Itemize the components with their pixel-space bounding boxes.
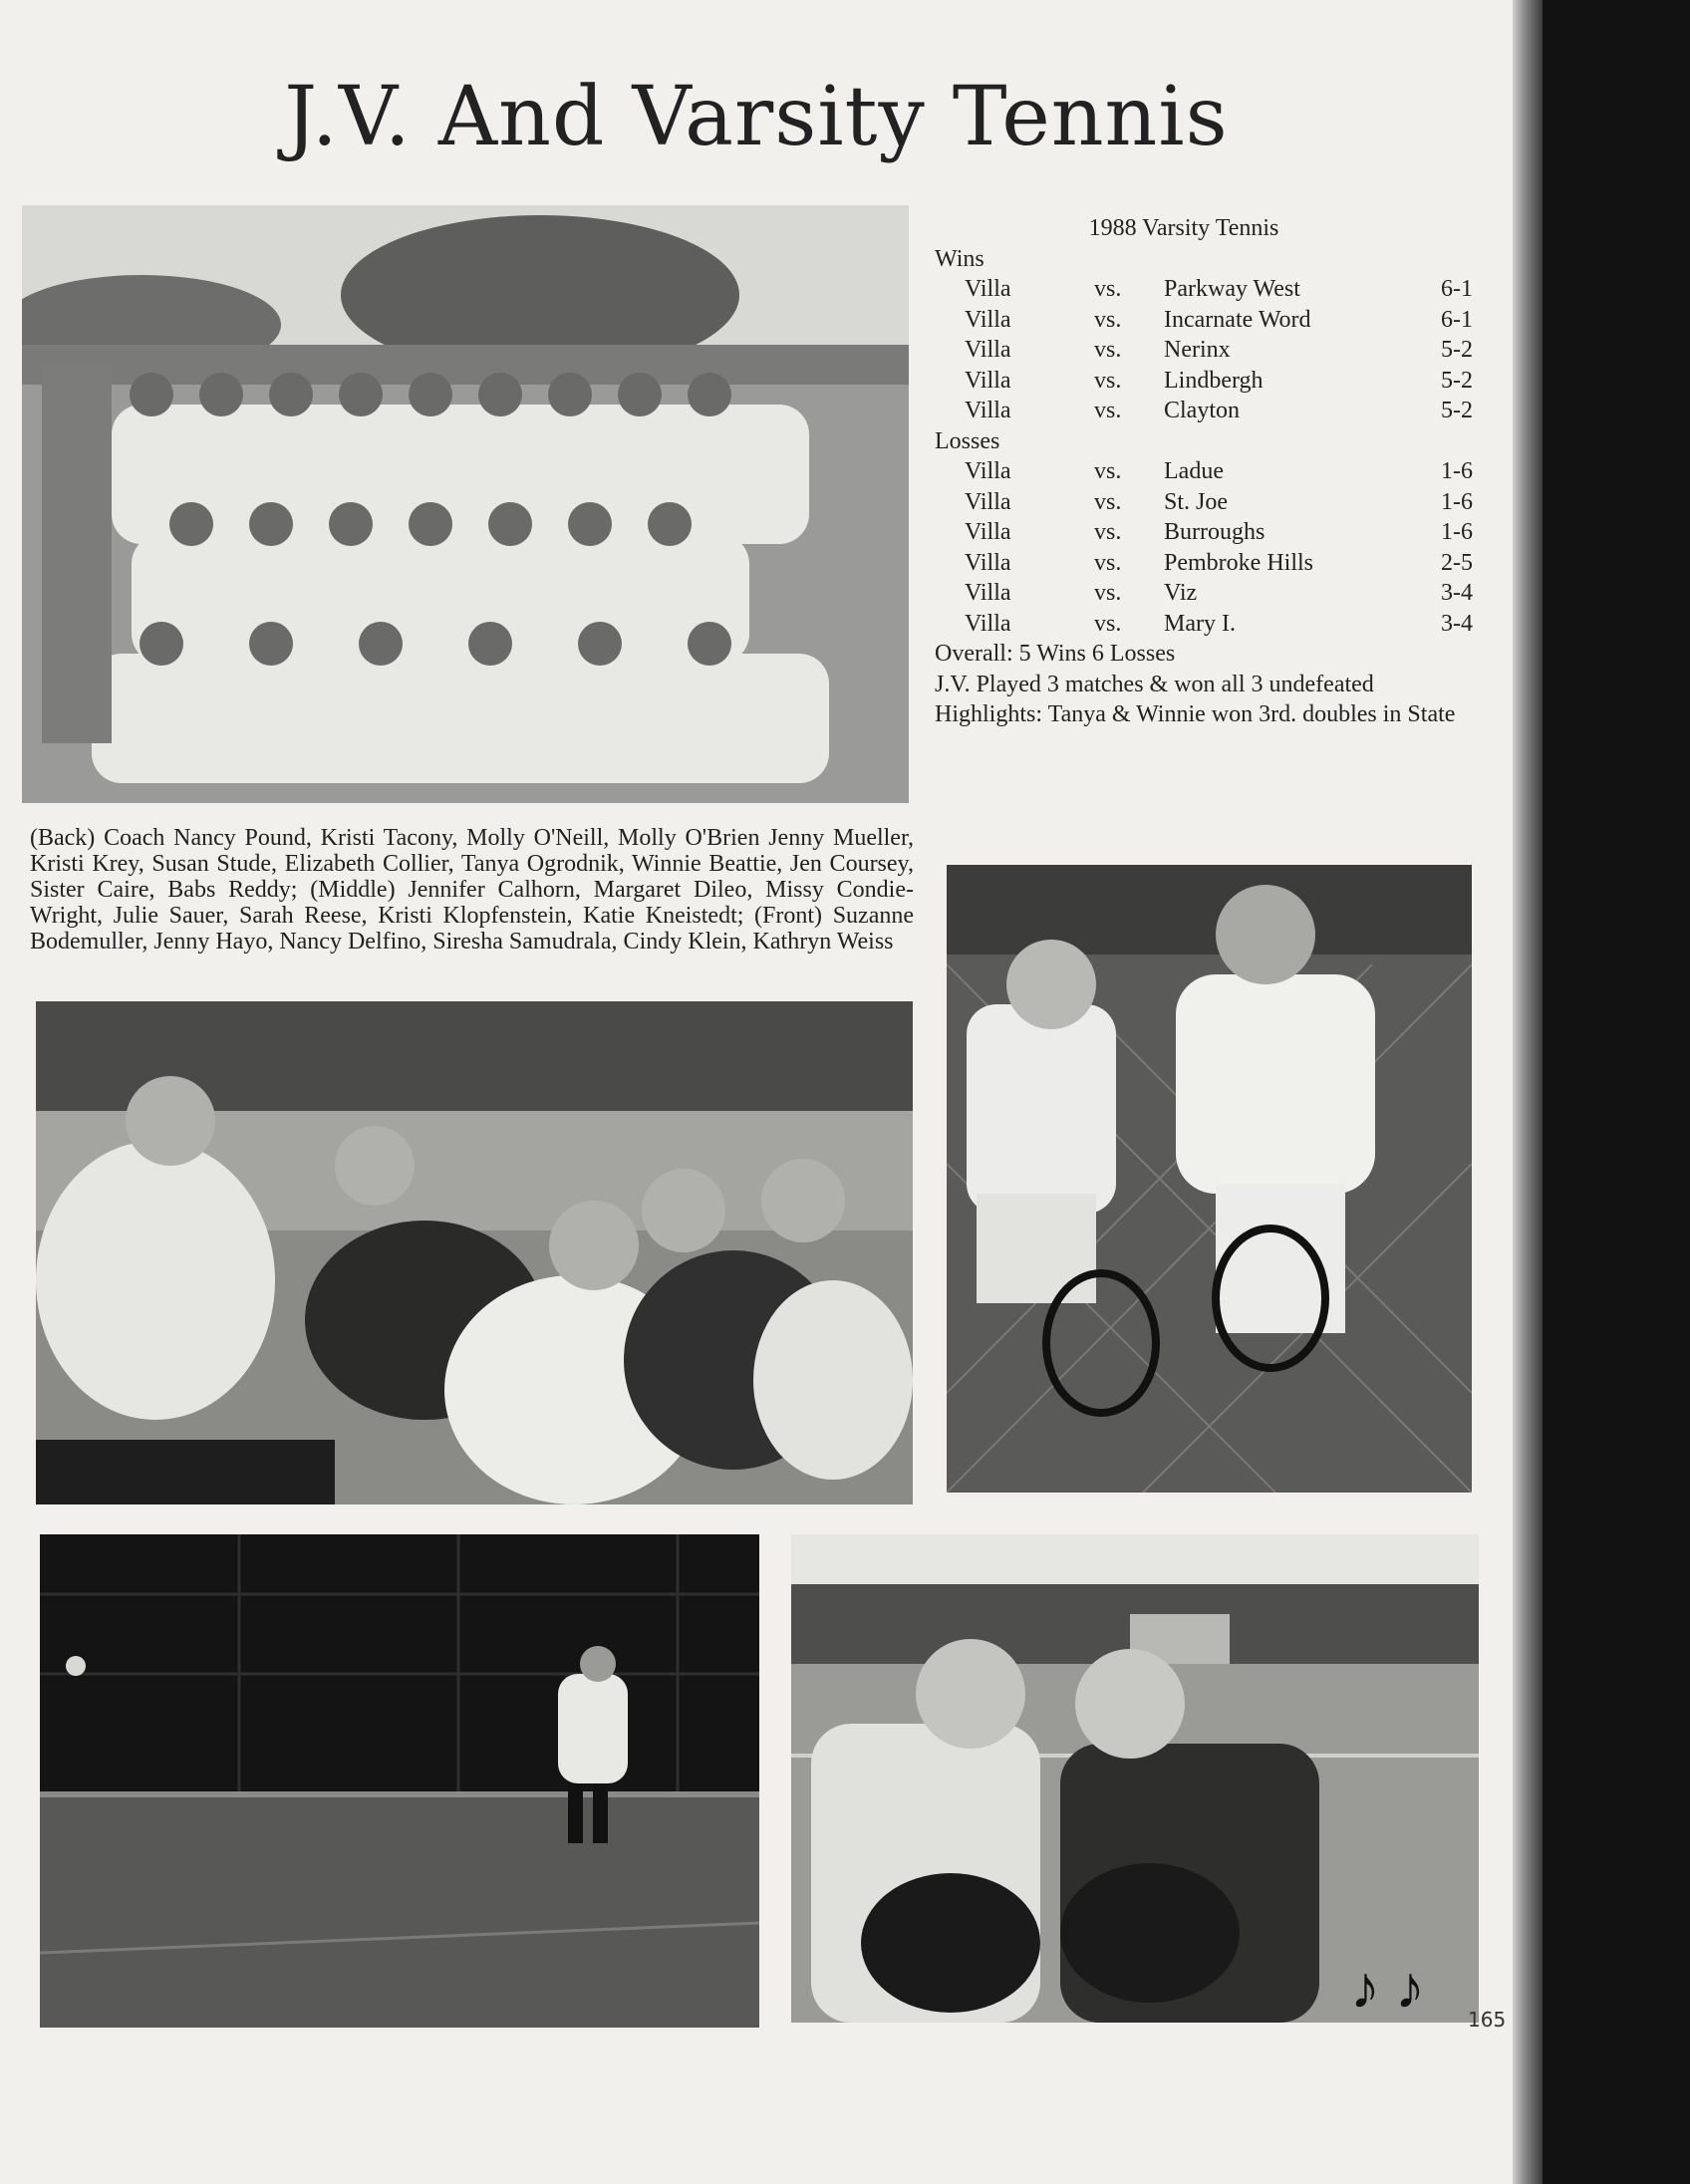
versus: vs. (1094, 337, 1122, 363)
opponent-name: Ladue (1164, 458, 1224, 484)
page-title: J.V. And Varsity Tennis (284, 70, 1229, 164)
match-row (935, 305, 1493, 336)
opponent-name: Nerinx (1164, 337, 1231, 363)
losses-label: Losses (935, 427, 1000, 454)
court-serve-photo (40, 1534, 759, 2028)
match-score: 1-6 (1441, 519, 1473, 545)
match-score: 5-2 (1441, 398, 1473, 423)
match-score: 6-1 (1441, 306, 1473, 333)
jv-record: J.V. Played 3 matches & won all 3 undefeated (935, 671, 1374, 697)
match-score: 6-1 (1441, 276, 1473, 302)
versus: vs. (1094, 610, 1122, 637)
opponent-name: St. Joe (1164, 488, 1229, 515)
match-score: 1-6 (1441, 488, 1473, 515)
scan-edge (1543, 0, 1690, 2184)
season-results (935, 213, 1493, 730)
team-photo-caption: (Back) Coach Nancy Pound, Kristi Tacony, Molly O'Neill, Molly O'Brien Jenny Mueller, Kristi Krey, Susan Stude, Elizabeth Collier, Tanya Ogrodnik, Winnie Beattie, Jen Coursey, Sister Caire, Babs Reddy; (Middle) Jennifer Calhorn, Margaret Dileo, Missy Condie-Wright, Julie Sauer, Sarah Reese, Kristi Klopfenstein, Katie Kneistedt; (Front) Suzanne Bodemuller, Jenny Hayo, Nancy Delfino, Siresha Samudrala, Cindy Klein, Kathryn Weiss (30, 825, 914, 955)
match-row (935, 335, 1493, 366)
highlights: Highlights: Tanya & Winnie won 3rd. doubles in State (935, 701, 1456, 727)
team-name: Villa (965, 306, 1011, 333)
opponent-name: Viz (1164, 580, 1198, 606)
team-name: Villa (965, 398, 1011, 423)
results-heading: 1988 Varsity Tennis (1088, 215, 1279, 241)
versus: vs. (1094, 519, 1122, 545)
team-name: Villa (965, 549, 1011, 576)
overall-record: Overall: 5 Wins 6 Losses (935, 641, 1176, 667)
opponent-name: Incarnate Word (1164, 306, 1311, 333)
versus: vs. (1094, 367, 1122, 394)
page-number: 165 (1468, 2008, 1507, 2032)
versus: vs. (1094, 580, 1122, 606)
team-name: Villa (965, 337, 1011, 363)
match-row (935, 517, 1493, 548)
opponent-name: Pembroke Hills (1164, 549, 1313, 576)
team-photo (22, 205, 909, 803)
versus: vs. (1094, 306, 1122, 333)
match-row (935, 456, 1493, 487)
match-row (935, 487, 1493, 518)
two-players-photo (947, 865, 1472, 1493)
match-row (935, 396, 1493, 426)
match-score: 1-6 (1441, 458, 1473, 484)
team-name: Villa (965, 276, 1011, 302)
match-score: 2-5 (1441, 549, 1473, 576)
group-sitting-photo (36, 1001, 913, 1504)
losses-list (935, 456, 1493, 639)
match-score: 3-4 (1441, 610, 1473, 637)
match-row (935, 578, 1493, 609)
match-row (935, 609, 1493, 640)
medal-winners-photo (791, 1534, 1479, 2023)
team-name: Villa (965, 458, 1011, 484)
book-spine (1513, 0, 1543, 2184)
team-name: Villa (965, 610, 1011, 637)
match-row (935, 548, 1493, 579)
match-score: 5-2 (1441, 367, 1473, 394)
versus: vs. (1094, 276, 1122, 302)
match-row (935, 366, 1493, 397)
wins-label: Wins (935, 245, 985, 272)
music-notes-decoration: ♪ ♪ (1350, 1955, 1425, 2021)
match-score: 3-4 (1441, 580, 1473, 606)
opponent-name: Lindbergh (1164, 367, 1264, 394)
opponent-name: Parkway West (1164, 276, 1300, 302)
versus: vs. (1094, 398, 1122, 423)
team-name: Villa (965, 580, 1011, 606)
team-name: Villa (965, 519, 1011, 545)
versus: vs. (1094, 549, 1122, 576)
opponent-name: Clayton (1164, 398, 1240, 423)
versus: vs. (1094, 488, 1122, 515)
match-row (935, 274, 1493, 305)
versus: vs. (1094, 458, 1122, 484)
match-score: 5-2 (1441, 337, 1473, 363)
team-name: Villa (965, 488, 1011, 515)
wins-list (935, 274, 1493, 426)
opponent-name: Burroughs (1164, 519, 1266, 545)
opponent-name: Mary I. (1164, 610, 1236, 637)
team-name: Villa (965, 367, 1011, 394)
